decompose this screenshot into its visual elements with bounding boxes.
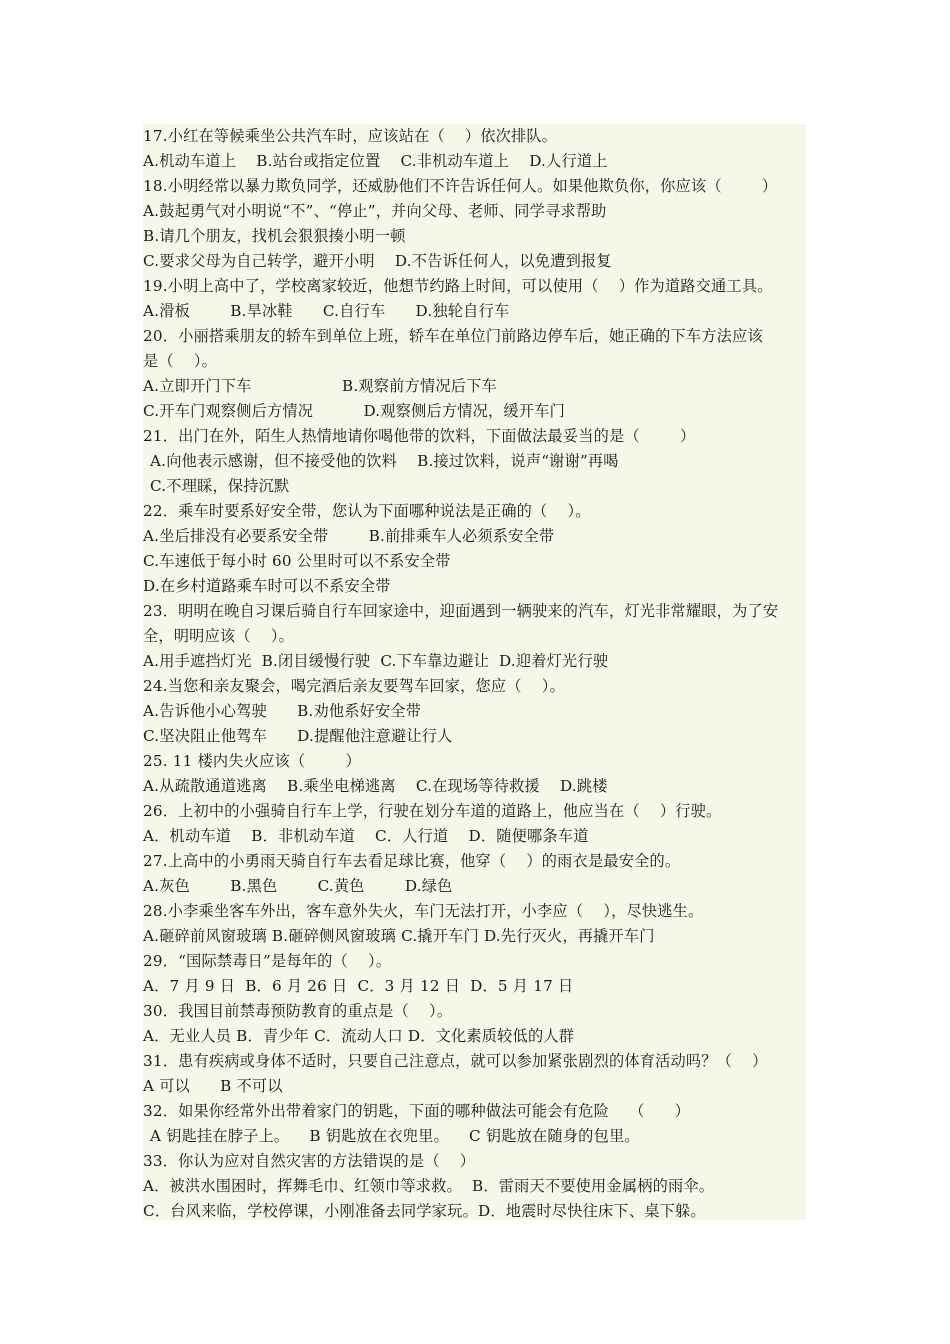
options-27: A.灰色 B.黑色 C.黄色 D.绿色	[143, 877, 453, 895]
question-29: 29．“国际禁毒日”是每年的（ ）。	[143, 952, 392, 970]
option-18b: B.请几个朋友，找机会狠狠揍小明一顿	[143, 227, 406, 245]
options-22ab: A.坐后排没有必要系安全带 B.前排乘车人必须系安全带	[143, 527, 555, 545]
question-17: 17.小红在等候乘坐公共汽车时，应该站在（ ）依次排队。	[143, 127, 558, 145]
question-22: 22．乘车时要系好安全带，您认为下面哪种说法是正确的（ ）。	[143, 502, 591, 520]
option-21c: C.不理睬，保持沉默	[150, 477, 290, 495]
options-23: A.用手遮挡灯光 B.闭目缓慢行驶 C.下车靠边避让 D.迎着灯光行驶	[143, 652, 609, 670]
options-20ab: A.立即开门下车 B.观察前方情况后下车	[143, 377, 497, 395]
question-26: 26．上初中的小强骑自行车上学，行驶在划分车道的道路上，他应当在（ ）行驶。	[143, 802, 722, 820]
question-30: 30．我国目前禁毒预防教育的重点是（ ）。	[143, 1002, 453, 1020]
options-26: A．机动车道 B．非机动车道 C．人行道 D．随便哪条车道	[143, 827, 589, 845]
options-24ab: A.告诉他小心驾驶 B.劝他系好安全带	[143, 702, 422, 720]
question-31: 31．患有疾病或身体不适时，只要自己注意点，就可以参加紧张剧烈的体育活动吗？（ ）	[143, 1052, 768, 1070]
question-23-cont: 全，明明应该（ ）。	[143, 627, 294, 645]
options-25: A.从疏散通道逃离 B.乘坐电梯逃离 C.在现场等待救援 D.跳楼	[143, 777, 608, 795]
option-22c: C.车速低于每小时 60 公里时可以不系安全带	[143, 552, 451, 570]
question-32: 32．如果你经常外出带着家门的钥匙，下面的哪种做法可能会有危险 （ ）	[143, 1102, 691, 1120]
question-23: 23．明明在晚自习课后骑自行车回家途中，迎面遇到一辆驶来的汽车，灯光非常耀眼，为了安	[143, 602, 779, 620]
question-33: 33．你认为应对自然灾害的方法错误的是（ ）	[143, 1152, 476, 1170]
question-25: 25. 11 楼内失火应该（ ）	[143, 752, 361, 770]
options-18cd: C.要求父母为自己转学，避开小明 D.不告诉任何人，以免遭到报复	[143, 252, 612, 270]
options-32: A 钥匙挂在脖子上。 B 钥匙放在衣兜里。 C 钥匙放在随身的包里。	[150, 1127, 640, 1145]
options-19: A.滑板 B.旱冰鞋 C.自行车 D.独轮自行车	[143, 302, 510, 320]
options-21ab: A.向他表示感谢，但不接受他的饮料 B.接过饮料，说声“谢谢”再喝	[150, 452, 619, 470]
options-30: A．无业人员 B．青少年 C．流动人口 D．文化素质较低的人群	[143, 1027, 575, 1045]
question-19: 19.小明上高中了，学校离家较近，他想节约路上时间，可以使用（ ）作为道路交通工具。	[143, 277, 773, 295]
options-17: A.机动车道上 B.站台或指定位置 C.非机动车道上 D.人行道上	[143, 152, 608, 170]
options-31: A 可以 B 不可以	[143, 1077, 283, 1095]
question-28: 28.小李乘坐客车外出，客车意外失火，车门无法打开，小李应（ ），尽快逃生。	[143, 902, 704, 920]
question-20-cont: 是（ ）。	[143, 352, 218, 370]
options-33cd: C．台风来临，学校停课，小刚准备去同学家玩。D．地震时尽快往床下、桌下躲。	[143, 1202, 706, 1220]
question-21: 21．出门在外，陌生人热情地请你喝他带的饮料，下面做法最妥当的是（ ）	[143, 427, 696, 445]
question-18: 18.小明经常以暴力欺负同学，还威胁他们不许告诉任何人。如果他欺负你，你应该（ ）	[143, 177, 778, 195]
option-18a: A.鼓起勇气对小明说“不”、“停止”，并向父母、老师、同学寻求帮助	[143, 202, 607, 220]
options-33ab: A．被洪水围困时，挥舞毛巾、红领巾等求救。 B．雷雨天不要使用金属柄的雨伞。	[143, 1177, 715, 1195]
options-20cd: C.开车门观察侧后方情况 D.观察侧后方情况，缓开车门	[143, 402, 565, 420]
question-20: 20．小丽搭乘朋友的轿车到单位上班，轿车在单位门前路边停车后，她正确的下车方法应该	[143, 327, 763, 345]
options-29: A．7 月 9 日 B．6 月 26 日 C．3 月 12 日 D．5 月 17 日	[143, 977, 574, 995]
options-28: A.砸碎前风窗玻璃 B.砸碎侧风窗玻璃 C.撬开车门 D.先行灭火，再撬开车门	[143, 927, 655, 945]
options-24cd: C.坚决阻止他驾车 D.提醒他注意避让行人	[143, 727, 453, 745]
question-27: 27.上高中的小勇雨天骑自行车去看足球比赛，他穿（ ）的雨衣是最安全的。	[143, 852, 681, 870]
question-24: 24.当您和亲友聚会，喝完酒后亲友要驾车回家，您应（ ）。	[143, 677, 565, 695]
option-22d: D.在乡村道路乘车时可以不系安全带	[143, 577, 391, 595]
